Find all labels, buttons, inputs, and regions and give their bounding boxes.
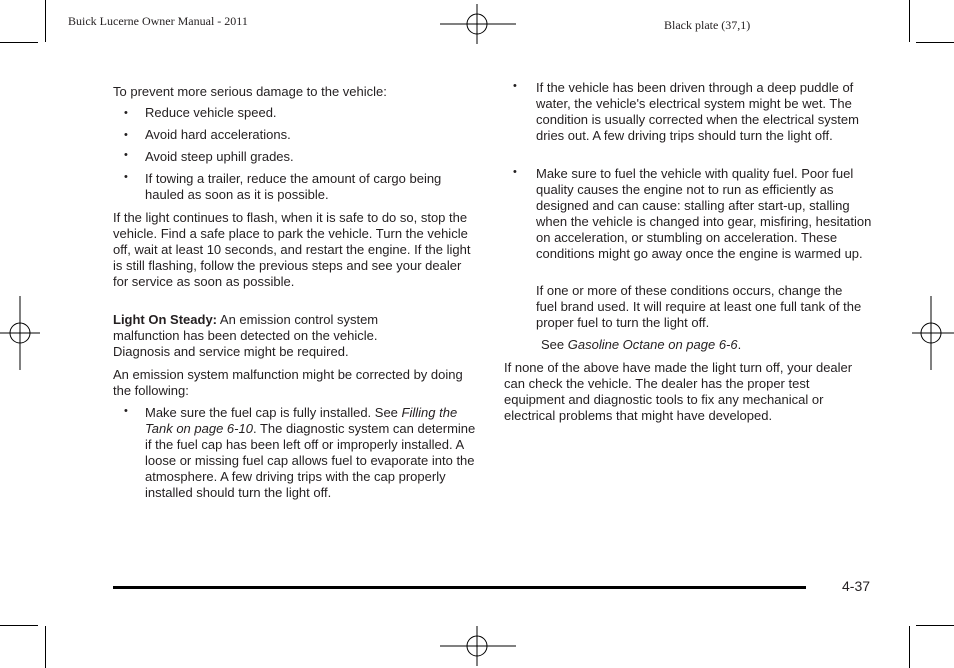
filling-tank-link[interactable]: Filling the Tank on page 6-10	[145, 405, 458, 436]
intro-paragraph: To prevent more serious damage to the vehicle:	[113, 84, 387, 99]
water-item: If the vehicle has been driven through a deep puddle of water, the vehicle's electrical system might be wet. The condition is usually corrected when the electrical system dries out. A few driving trips should turn the light off.	[536, 80, 859, 143]
crop-mark	[45, 0, 46, 42]
flash-paragraph: If the light continues to flash, when it is safe to do so, stop the vehicle. Find a safe place to park the vehicle. Turn the vehicle off, wait at least 10 seconds, and restart the engine. If the light is still flashing, follow the previous steps and see your dealer for service as soon as possible.	[113, 210, 471, 289]
bullet-icon: •	[124, 107, 128, 119]
crop-mark	[909, 626, 910, 668]
bullet-icon: •	[513, 166, 517, 178]
final-paragraph: If none of the above have made the light turn off, your dealer can check the vehicle. The dealer has the proper test equipment and diagnostic tools to fix any mechanical or electrical problems that might have developed.	[504, 360, 853, 423]
registration-mark-icon	[912, 296, 954, 370]
bullet-icon: •	[124, 171, 128, 183]
bullet-icon: •	[513, 80, 517, 92]
fuel-quality-item: Make sure to fuel the vehicle with quality fuel. Poor fuel quality causes the engine not to run as efficiently as designed and can cause: stalling after start-up, stalling when the vehicle is changed into gear, misfiring, hesitation on acceleration, or stumbling on acceleration. These conditions might go away once the engine is warmed up.	[536, 166, 872, 261]
registration-mark-icon	[0, 296, 40, 370]
crop-mark	[45, 626, 46, 668]
page-number: 4-37	[842, 578, 871, 594]
crop-mark	[909, 0, 910, 42]
correct-paragraph: An emission system malfunction might be corrected by doing the following:	[113, 367, 463, 398]
crop-mark	[0, 625, 38, 626]
fuel-brand-paragraph: If one or more of these conditions occurs, change the fuel brand used. It will require at least one full tank of the proper fuel to turn the light off.	[536, 283, 862, 330]
footer-rule	[113, 586, 806, 589]
see-end: .	[737, 337, 742, 352]
registration-mark-icon	[440, 626, 516, 666]
list-item: If towing a trailer, reduce the amount of cargo being hauled as soon as it is possible.	[145, 171, 442, 202]
fuel-cap-item	[145, 405, 481, 501]
gasoline-octane-link[interactable]: Gasoline Octane on page 6-6	[567, 337, 738, 352]
bullet-icon: •	[124, 405, 128, 417]
crop-mark	[0, 42, 38, 43]
header-title: Buick Lucerne Owner Manual - 2011	[68, 14, 248, 28]
see-reference	[541, 337, 871, 353]
crop-mark	[916, 625, 954, 626]
fuel-cap-text-end: . The diagnostic system can determine if the fuel cap has been left off or improperly installed. A loose or missing fuel cap allows fuel to evaporate into the atmosphere. A few driving trips with the cap properly installed should turn the light off.	[145, 421, 476, 500]
see-text: See	[541, 337, 565, 352]
list-item: Reduce vehicle speed.	[145, 105, 277, 120]
bullet-icon: •	[124, 129, 128, 141]
fuel-cap-text: Make sure the fuel cap is fully installed. See	[145, 405, 398, 420]
steady-text: An emission control system malfunction has been detected on the vehicle. Diagnosis and service might be required.	[113, 312, 379, 359]
steady-label: Light On Steady:	[113, 312, 217, 327]
list-item: Avoid steep uphill grades.	[145, 149, 294, 164]
header-plate: Black plate (37,1)	[664, 18, 751, 32]
list-item: Avoid hard accelerations.	[145, 127, 291, 142]
steady-paragraph	[113, 312, 433, 360]
bullet-icon: •	[124, 149, 128, 161]
crop-mark	[916, 42, 954, 43]
registration-mark-icon	[440, 4, 516, 44]
